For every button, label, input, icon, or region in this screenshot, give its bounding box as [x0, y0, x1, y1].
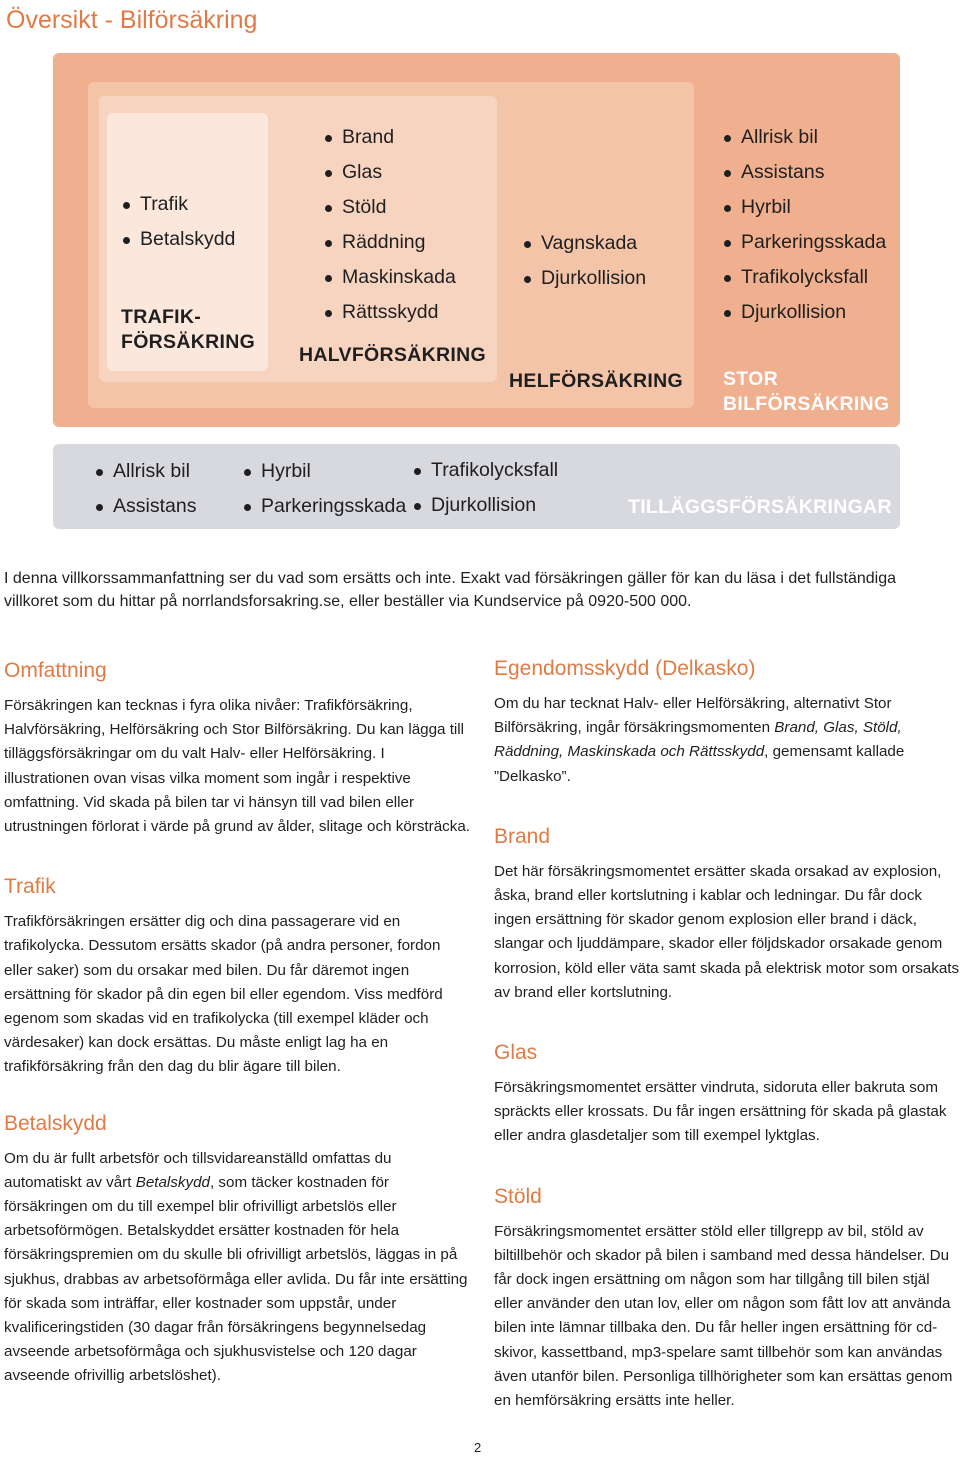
list-item: Maskinskada	[325, 260, 456, 295]
list-item: Djurkollision	[524, 261, 646, 296]
trafik-items	[123, 187, 235, 257]
list-item: Vagnskada	[524, 226, 646, 261]
list-item: Djurkollision	[724, 295, 886, 330]
list-item: Allrisk bil	[724, 120, 886, 155]
intro-text: I denna villkorssammanfattning ser du vad som ersätts och inte. Exakt vad försäkringen gäller för kan du läsa i det fullständiga villkoret som du hittar på norrlandsforsakring.se, eller beställer via Kundservice på 0920-500 000.	[4, 570, 897, 610]
list-item: Allrisk bil	[96, 454, 196, 489]
halvforsakring-label: HALVFÖRSÄKRING	[299, 344, 486, 366]
stor-items	[724, 120, 886, 330]
tillaggsforsakringar-label: TILLÄGGSFÖRSÄKRINGAR	[628, 496, 892, 518]
list-item: Trafik	[123, 187, 235, 222]
list-item: Glas	[325, 155, 456, 190]
list-item: Assistans	[96, 489, 196, 524]
list-item: Trafikolycksfall	[414, 453, 558, 488]
stor-bilforsakring-label: STOR BILFÖRSÄKRING	[723, 368, 890, 415]
trafikforsakring-label: TRAFIK- FÖRSÄKRING	[121, 306, 256, 353]
list-item: Hyrbil	[244, 454, 406, 489]
list-item: Brand	[325, 120, 456, 155]
tillagg-items-3	[414, 453, 558, 523]
list-item: Assistans	[724, 155, 886, 190]
section-body: Om du har tecknat Halv- eller Helförsäkring, alternativt Stor Bilförsäkring, ingår försäkringsmomenten Brand, Glas, Stöld, Räddning, Maskinskada och Rättsskydd, gemensamt kallade ”Delkasko”.	[494, 695, 905, 785]
helforsakring-label: HELFÖRSÄKRING	[509, 370, 683, 392]
section-heading: Omfattning	[4, 659, 107, 682]
section-heading: Betalskydd	[4, 1111, 107, 1135]
page-number: 2	[474, 1440, 482, 1455]
section-heading: Glas	[494, 1041, 538, 1065]
list-item: Räddning	[325, 225, 456, 260]
section-body: Försäkringen kan tecknas i fyra olika nivåer: Trafikförsäkring, Halvförsäkring, Helförsäkring och Stor Bilförsäkring. Du kan lägga till tilläggsförsäkringar om du valt Halv- eller Helförsäkring. I illustrationen ovan visas vilka moment som ingår i respektive omfattning. Vid skada på bilen tar vi hänsyn till vad bilen eller utrustningen förlorat i värde på grund av ålder, slitage och körsträcka.	[4, 697, 471, 836]
section-body: Trafikförsäkringen ersätter dig och dina passagerare vid en trafikolycka. Dessutom ersätts skador (på andra personer, fordon eller saker) som du orsakar med bilen. Du får däremot ingen ersättning för skador på din egen bil eller egendom. Viss medförd egenom som skadas vid en trafikolycka (till exempel kläder och värdesaker) kan dock ersättas. Du måste enligt lag ha en trafikförsäkring från den dag du blir ägare till bilen.	[4, 913, 443, 1076]
section-body: Försäkringsmomentet ersätter vindruta, sidoruta eller bakruta som spräckts eller krossats. Du får ingen ersättning för skada på glastak eller andra glasdetaljer som till exempel lyktglas.	[494, 1079, 947, 1145]
list-item: Betalskydd	[123, 222, 235, 257]
halv-items	[325, 120, 456, 330]
section-body: Försäkringsmomentet ersätter stöld eller tillgrepp av bil, stöld av biltillbehör och skador på bilen i samband med dessa händelser. Du får dock ingen ersättning om någon som har tillgång till bilen stjäl eller använder den utan lov, eller om någon som fått lov att använda bilen inte lämnar tillbaka den. Du får heller ingen ersättning för cd-skivor, kassettband, mp3-spelare samt tillbehör som kan användas även utanför bilen. Personliga tillhörigheter som kan ersättas genom en hemförsäkring ersätts inte heller.	[494, 1222, 953, 1410]
list-item: Rättsskydd	[325, 295, 456, 330]
page-title: Översikt - Bilförsäkring	[6, 6, 258, 34]
list-item: Stöld	[325, 190, 456, 225]
section-heading: Trafik	[4, 875, 56, 899]
list-item: Hyrbil	[724, 190, 886, 225]
list-item: Djurkollision	[414, 488, 558, 523]
tillagg-items-1	[96, 454, 196, 524]
section-heading: Stöld	[494, 1184, 542, 1208]
section-heading: Brand	[494, 824, 551, 848]
list-item: Trafikolycksfall	[724, 260, 886, 295]
section-body: Det här försäkringsmomentet ersätter skada orsakad av explosion, åska, brand eller kortslutning i kablar och ledningar. Du får dock ingen ersättning för skador genom explosion eller brand i däck, slangar och ljuddämpare, skador eller följdskador orsakade genom korrosion, köld eller väta samt skada på elektrisk motor som orsakats av brand eller kortslutning.	[494, 862, 960, 1001]
list-item: Parkeringsskada	[244, 489, 406, 524]
tillagg-items-2	[244, 454, 406, 524]
section-body: Om du är fullt arbetsför och tillsvidareanställd omfattas du automatiskt av vårt Betalskydd, som täcker kostnaden för försäkringen om du till exempel blir ofrivilligt arbetslös eller arbetsoförmögen. Betalskyddet ersätter kostnaden för hela försäkringspremien om du skulle bli ofrivilligt arbetslös, läggas in på sjukhus, drabbas av arbetsoförmåga eller avlida. Du får inte ersätting för skada som inträffar, eller kostnader som uppstår, under kvalificeringstiden (30 dagar från försäkringens begynnelsedag avseende arbetsoförmåga och sjukhusvistelse och 120 dagar avseende ofrivillig arbetslöshet).	[4, 1149, 468, 1385]
section-heading: Egendomsskydd (Delkasko)	[494, 657, 756, 680]
left-column	[4, 657, 470, 1389]
hel-items	[524, 226, 646, 296]
right-column	[494, 655, 960, 1413]
list-item: Parkeringsskada	[724, 225, 886, 260]
